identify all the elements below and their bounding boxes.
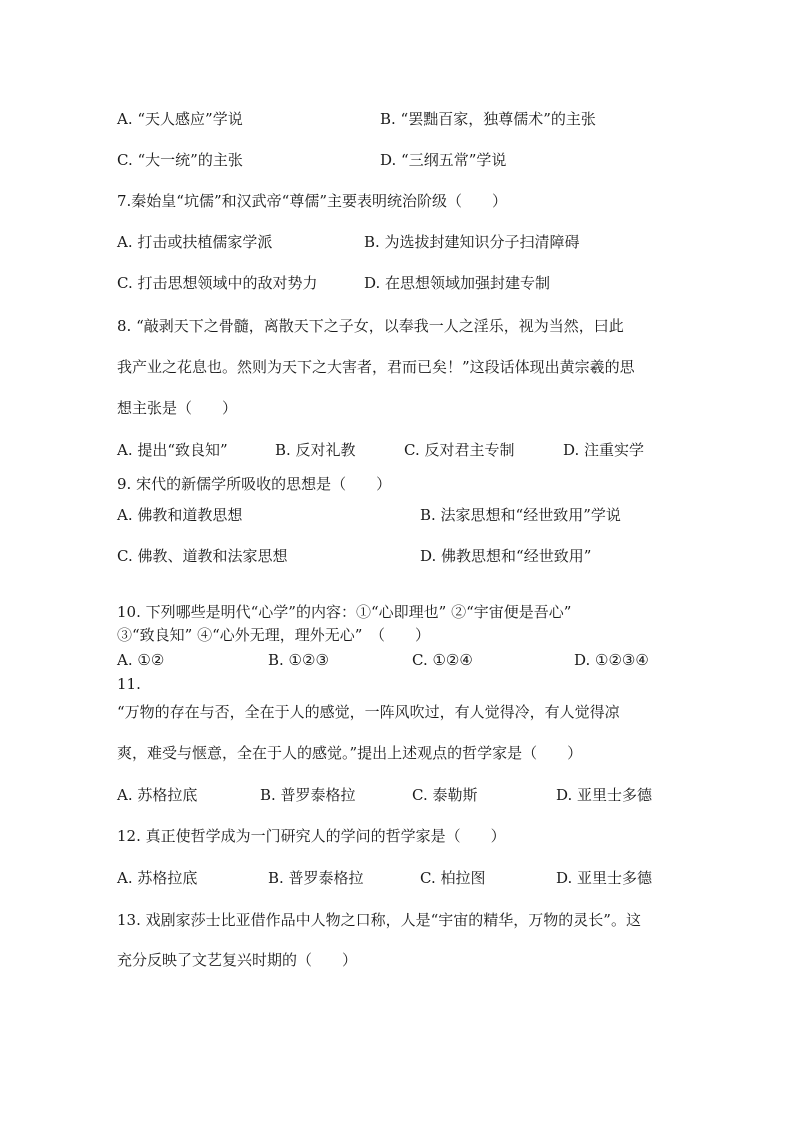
q9-stem: 9. 宋代的新儒学所吸收的思想是（ ） <box>117 475 392 493</box>
q8-stem-line-3: 想主张是（ ） <box>117 399 238 417</box>
q8-option-a[interactable]: A. 提出“致良知” <box>117 441 228 459</box>
q8-stem-line-2: 我产业之花息也。然则为天下之大害者，君而已矣！”这段话体现出黄宗羲的思 <box>117 358 635 376</box>
q12-stem: 12. 真正使哲学成为一门研究人的学问的哲学家是（ ） <box>117 827 506 845</box>
q10-option-c[interactable]: C. ①②④ <box>412 651 473 669</box>
q7-option-c[interactable]: C. 打击思想领域中的敌对势力 <box>117 274 318 292</box>
q7-option-a[interactable]: A. 打击或扶植儒家学派 <box>117 233 273 251</box>
q13-stem-line-1: 13. 戏剧家莎士比亚借作品中人物之口称，人是“宇宙的精华，万物的灵长”。这 <box>117 911 641 929</box>
q10-option-b[interactable]: B. ①②③ <box>268 651 329 669</box>
q12-option-d[interactable]: D. 亚里士多德 <box>556 869 653 887</box>
q7-option-d[interactable]: D. 在思想领域加强封建专制 <box>364 274 551 292</box>
q10-stem-line-2: ③“致良知” ④“心外无理，理外无心” （ ） <box>117 626 430 644</box>
q9-option-c[interactable]: C. 佛教、道教和法家思想 <box>117 547 288 565</box>
q7-option-b[interactable]: B. 为选拔封建知识分子扫清障碍 <box>364 233 580 251</box>
q8-option-c[interactable]: C. 反对君主专制 <box>404 441 515 459</box>
q9-option-b[interactable]: B. 法家思想和“经世致用”学说 <box>420 506 621 524</box>
q13-stem-line-2: 充分反映了文艺复兴时期的（ ） <box>117 951 358 969</box>
q9-option-a[interactable]: A. 佛教和道教思想 <box>117 506 243 524</box>
q11-option-a[interactable]: A. 苏格拉底 <box>117 786 198 804</box>
q11-stem-line-2: 爽，难受与惬意，全在于人的感觉。”提出上述观点的哲学家是（ ） <box>117 744 583 762</box>
q8-stem-line-1: 8. “敲剥天下之骨髓，离散天下之子女，以奉我一人之淫乐，视为当然，曰此 <box>117 317 624 335</box>
q11-option-b[interactable]: B. 普罗泰格拉 <box>260 786 356 804</box>
q10-option-a[interactable]: A. ①② <box>117 651 165 669</box>
q10-stem-line-1: 10. 下列哪些是明代“心学”的内容：①“心即理也” ②“宇宙便是吾心” <box>117 603 572 621</box>
q11-number: 11. <box>117 675 141 693</box>
q10-option-d[interactable]: D. ①②③④ <box>574 651 649 669</box>
q9-option-d[interactable]: D. 佛教思想和“经世致用” <box>420 547 592 565</box>
q12-option-c[interactable]: C. 柏拉图 <box>420 869 486 887</box>
q6-option-b[interactable]: B. “罢黜百家，独尊儒术”的主张 <box>380 110 596 128</box>
q8-option-b[interactable]: B. 反对礼教 <box>275 441 356 459</box>
q6-option-a[interactable]: A. “天人感应”学说 <box>117 110 243 128</box>
q11-stem-line-1: “万物的存在与否，全在于人的感觉，一阵风吹过，有人觉得冷，有人觉得凉 <box>117 703 620 721</box>
q7-stem: 7.秦始皇“坑儒”和汉武帝“尊儒”主要表明统治阶级（ ） <box>117 192 507 210</box>
q8-option-d[interactable]: D. 注重实学 <box>563 441 645 459</box>
q11-option-d[interactable]: D. 亚里士多德 <box>556 786 653 804</box>
q6-option-c[interactable]: C. “大一统”的主张 <box>117 151 243 169</box>
q12-option-a[interactable]: A. 苏格拉底 <box>117 869 198 887</box>
q12-option-b[interactable]: B. 普罗泰格拉 <box>268 869 364 887</box>
q6-option-d[interactable]: D. “三纲五常”学说 <box>380 151 507 169</box>
q11-option-c[interactable]: C. 泰勒斯 <box>412 786 478 804</box>
